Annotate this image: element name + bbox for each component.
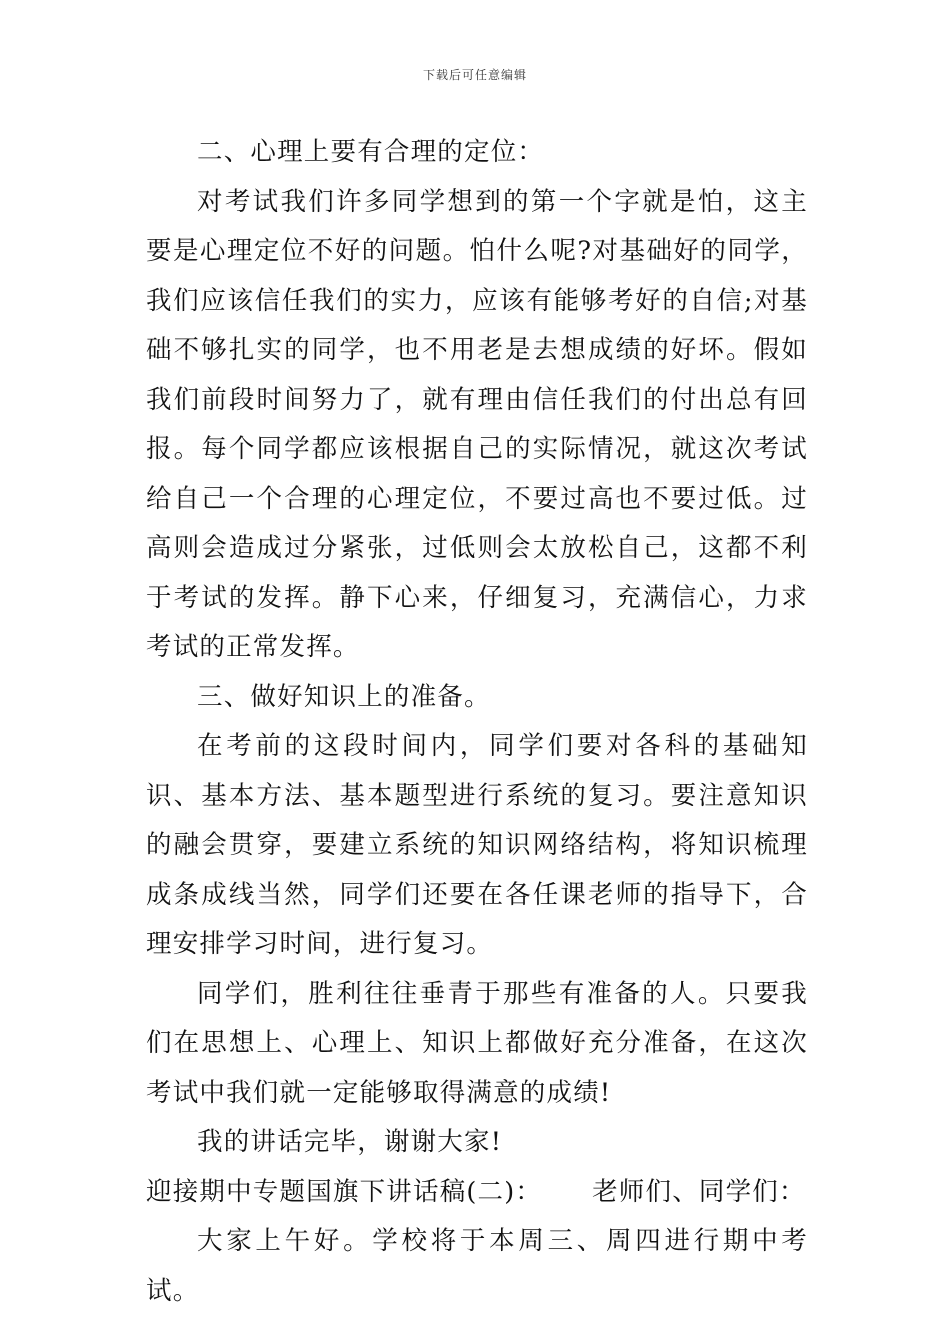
paragraph-mental-positioning: 对考试我们许多同学想到的第一个字就是怕，这主要是心理定位不好的问题。怕什么呢?对基础好的同学，我们应该信任我们的实力，应该有能够考好的自信;对基础不够扎实的同学，也不用老是去想成绩的好坏。假如我们前段时间努力了，就有理由信任我们的付出总有回报。每个同学都应该根据自己的实际情况，就这次考试给自己一个合理的心理定位，不要过高也不要过低。过高则会造成过分紧张，过低则会太放松自己，这都不利于考试的发挥。静下心来，仔细复习，充满信心，力求考试的正常发挥。 [146, 186, 808, 662]
section-heading-2: 二、心理上要有合理的定位： [197, 137, 545, 167]
section-heading-3: 三、做好知识上的准备。 [197, 681, 491, 712]
next-speech-title-line [146, 1168, 808, 1218]
next-speech-title: 迎接期中专题国旗下讲话稿(二)： [146, 1176, 543, 1207]
header-note: 下载后可任意编辑 [422, 68, 527, 82]
document-body [146, 128, 808, 1316]
paragraph-knowledge-prep: 在考前的这段时间内，同学们要对各科的基础知识、基本方法、基本题型进行系统的复习。要注意知识的融会贯穿，要建立系统的知识网络结构，将知识梳理成条成线当然，同学们还要在各任课老师的指导下，合理安排学习时间，进行复习。 [146, 731, 808, 959]
closing-line: 我的讲话完毕，谢谢大家! [197, 1127, 503, 1157]
next-speech-greeting: 老师们、同学们： [592, 1176, 806, 1207]
paragraph-encouragement: 同学们，胜利往往垂青于那些有准备的人。只要我们在思想上、心理上、知识上都做好充分准备，在这次考试中我们就一定能够取得满意的成绩! [146, 978, 808, 1108]
next-speech-opening: 大家上午好。学校将于本周三、周四进行期中考试。 [146, 1226, 808, 1306]
